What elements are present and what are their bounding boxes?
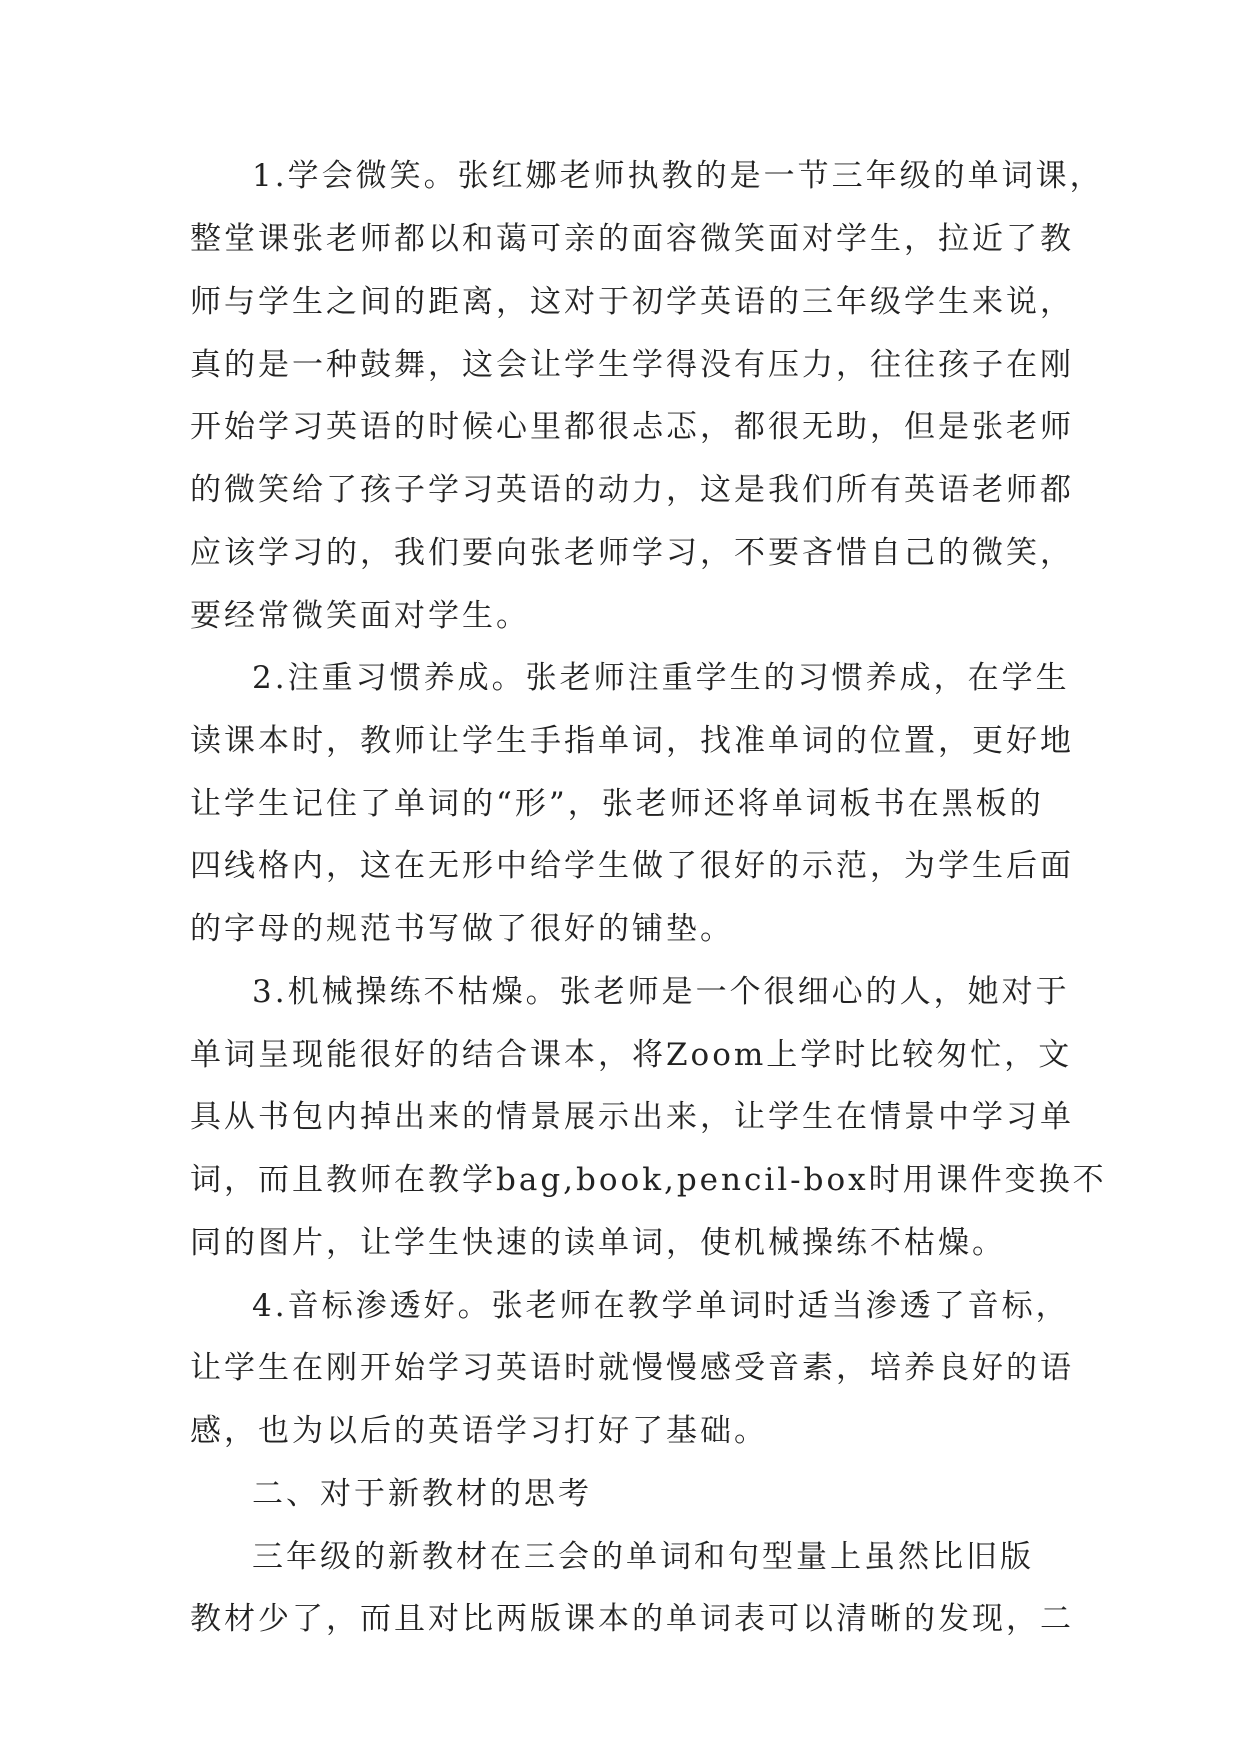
paragraph-1-line-4: 真的是一种鼓舞，这会让学生学得没有压力，往往孩子在刚 bbox=[190, 347, 1074, 383]
paragraph-5-line-2: 教材少了，而且对比两版课本的单词表可以清晰的发现，二 bbox=[190, 1601, 1074, 1637]
paragraph-1-line-1: 1.学会微笑。张红娜老师执教的是一节三年级的单词课， bbox=[252, 158, 1104, 194]
paragraph-1-line-3: 师与学生之间的距离，这对于初学英语的三年级学生来说， bbox=[190, 284, 1074, 320]
paragraph-1-line-5: 开始学习英语的时候心里都很忐忑，都很无助，但是张老师 bbox=[190, 409, 1074, 445]
paragraph-5-line-1: 三年级的新教材在三会的单词和句型量上虽然比旧版 bbox=[252, 1539, 1034, 1575]
paragraph-2-line-2: 读课本时，教师让学生手指单词，找准单词的位置，更好地 bbox=[190, 723, 1074, 759]
paragraph-3-line-3: 具从书包内掉出来的情景展示出来，让学生在情景中学习单 bbox=[190, 1099, 1074, 1135]
paragraph-1-line-8: 要经常微笑面对学生。 bbox=[190, 598, 530, 634]
paragraph-4-line-2: 让学生在刚开始学习英语时就慢慢感受音素，培养良好的语 bbox=[190, 1350, 1074, 1386]
paragraph-1-line-7: 应该学习的，我们要向张老师学习，不要吝惜自己的微笑， bbox=[190, 535, 1074, 571]
paragraph-3-line-5: 同的图片，让学生快速的读单词，使机械操练不枯燥。 bbox=[190, 1225, 1006, 1261]
paragraph-1-line-6: 的微笑给了孩子学习英语的动力，这是我们所有英语老师都 bbox=[190, 472, 1074, 508]
paragraph-2-line-1: 2.注重习惯养成。张老师注重学生的习惯养成，在学生 bbox=[252, 660, 1070, 696]
paragraph-3-line-1: 3.机械操练不枯燥。张老师是一个很细心的人，她对于 bbox=[252, 974, 1070, 1010]
paragraph-4-line-3: 感，也为以后的英语学习打好了基础。 bbox=[190, 1413, 768, 1449]
paragraph-2-line-3: 让学生记住了单词的“形”，张老师还将单词板书在黑板的 bbox=[190, 786, 1044, 822]
paragraph-4-line-1: 4.音标渗透好。张老师在教学单词时适当渗透了音标， bbox=[252, 1288, 1070, 1324]
paragraph-1-line-2: 整堂课张老师都以和蔼可亲的面容微笑面对学生，拉近了教 bbox=[190, 221, 1074, 257]
section-heading: 二、对于新教材的思考 bbox=[252, 1476, 592, 1512]
paragraph-3-line-4: 词，而且教师在教学bag,book,pencil-box时用课件变换不 bbox=[190, 1162, 1107, 1198]
paragraph-3-line-2: 单词呈现能很好的结合课本，将Zoom上学时比较匆忙，文 bbox=[190, 1037, 1073, 1073]
paragraph-2-line-4: 四线格内，这在无形中给学生做了很好的示范，为学生后面 bbox=[190, 848, 1074, 884]
paragraph-2-line-5: 的字母的规范书写做了很好的铺垫。 bbox=[190, 911, 734, 947]
